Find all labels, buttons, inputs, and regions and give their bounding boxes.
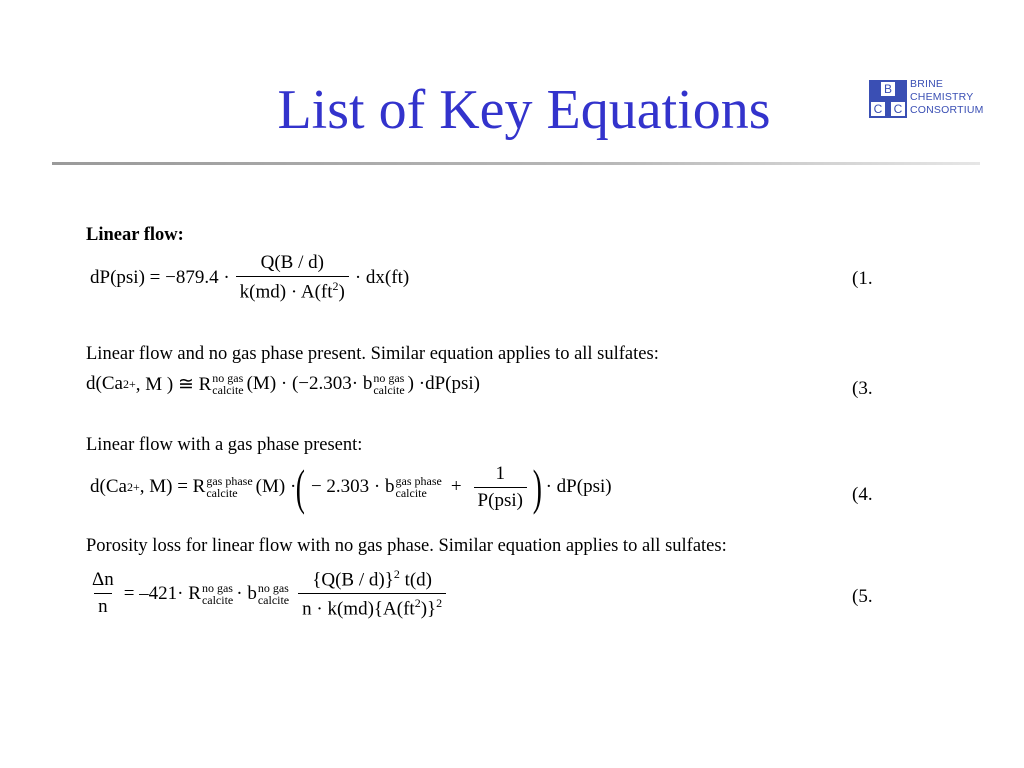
- section-heading-linear-flow: Linear flow:: [86, 225, 184, 245]
- eq1-fraction: [236, 252, 349, 303]
- equation-4: d(Ca 2+ , M) = R gas phase calcite (M) · ( − 2.303 · b gas phase calcite + $\frac{1}{\text{P(psi)}}$ ) · dP(psi): [90, 459, 612, 515]
- logo-letter: C: [871, 102, 885, 116]
- logo-wordmark: [910, 78, 984, 117]
- eq1-lhs: dP(psi) = −879.4 ·: [90, 266, 230, 288]
- eq5-rhs-fraction: $\frac{\{Q(B / d)\}^2 t(d)}{n \cdot k(md)\{A(ft^2)\}^2}$: [298, 567, 446, 621]
- eq1-denominator: $k(md) \cdot A(ft^2)$: [236, 276, 349, 303]
- equation-5: $\frac{\Delta n}{n}$ = –421· R no gas calcite · b no gas calcite $\frac{\{Q(B / d)\}^2 t(d)}{n \cdot k(md)\{A(ft^2)\}^2}$: [88, 567, 452, 621]
- logo-letter: C: [891, 102, 905, 116]
- brine-chemistry-consortium-logo: [869, 80, 999, 120]
- equation-number: (1.: [852, 268, 873, 289]
- eq5-lhs-fraction: $\frac{\Delta n}{n}$: [92, 569, 114, 618]
- section-heading-no-gas: Linear flow and no gas phase present. Similar equation applies to all sulfates:: [86, 344, 659, 364]
- logo-line: CONSORTIUM: [910, 104, 984, 116]
- eq1-rhs: · dx(ft): [354, 266, 410, 288]
- eq4-fraction: $\frac{1}{\text{P(psi)}}$: [474, 463, 527, 512]
- equation-3: d(Ca 2+ , M ) ≅ R no gas calcite (M) · (−2.303· b no gas calcite ) ·dP(psi): [86, 371, 480, 397]
- title-divider: [52, 162, 980, 165]
- logo-letter: B: [881, 82, 895, 96]
- equation-number: (5.: [852, 586, 873, 607]
- section-heading-porosity-loss: Porosity loss for linear flow with no gas phase. Similar equation applies to all sulfates:: [86, 536, 727, 556]
- section-heading-gas-phase: Linear flow with a gas phase present:: [86, 435, 363, 455]
- equation-number: (3.: [852, 378, 873, 399]
- slide-title: List of Key Equations: [277, 79, 771, 141]
- equation-1: [90, 252, 409, 303]
- logo-line: BRINE: [910, 78, 944, 90]
- logo-mark-icon: [869, 80, 907, 118]
- logo-line: CHEMISTRY: [910, 91, 974, 103]
- equation-number: (4.: [852, 484, 873, 505]
- eq1-numerator: Q(B / d): [260, 252, 324, 273]
